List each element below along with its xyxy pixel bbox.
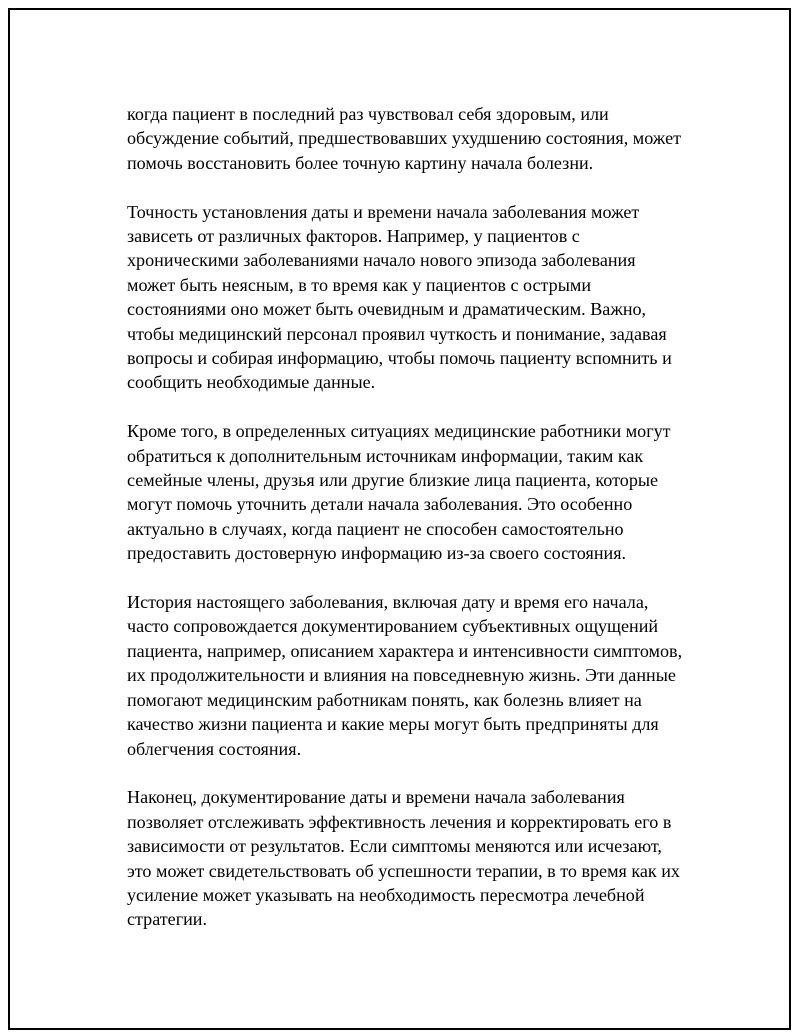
paragraph-3: Кроме того, в определенных ситуациях медицинские работники могут обратиться к дополнительным источникам информации, таким как семейные члены, друзья или другие близкие лица пациента, которые могут помочь уточнить детали начала заболевания. Это особенно актуально в случаях, когда пациент не способен самостоятельно предоставить достоверную информацию из-за своего состояния. [127,421,671,564]
paragraph-4: История настоящего заболевания, включая дату и время его начала, часто сопровождается документированием субъективных ощущений пациента, например, описанием характера и интенсивности симптомов, их продолжительности и влияния на повседневную жизнь. Эти данные помогают медицинским работникам понять, как болезнь влияет на качество жизни пациента и какие меры могут быть предприняты для облегчения состояния. [127,592,683,759]
paragraph-2: Точность установления даты и времени начала заболевания может зависеть от различных факторов. Например, у пациентов с хроническими заболеваниями начало нового эпизода заболевания может быть неясным, в то время как у пациентов с острыми состояниями оно может быть очевидным и драматическим. Важно, чтобы медицинский персонал проявил чуткость и понимание, задавая вопросы и собирая информацию, чтобы помочь пациенту вспомнить и сообщить необходимые данные. [127,201,672,393]
paragraph-5: Наконец, документирование даты и времени начала заболевания позволяет отслеживать эффективность лечения и корректировать его в зависимости от результатов. Если симптомы меняются или исчезают, это может свидетельствовать об успешности терапии, в то время как их усиление может указывать на необходимость пересмотра лечебной стратегии. [127,787,680,930]
page-frame [8,8,791,1030]
document-body [127,102,727,956]
paragraph-1: когда пациент в последний раз чувствовал себя здоровым, или обсуждение событий, предшествовавших ухудшению состояния, может помочь восстановить более точную картину начала болезни. [127,104,682,173]
